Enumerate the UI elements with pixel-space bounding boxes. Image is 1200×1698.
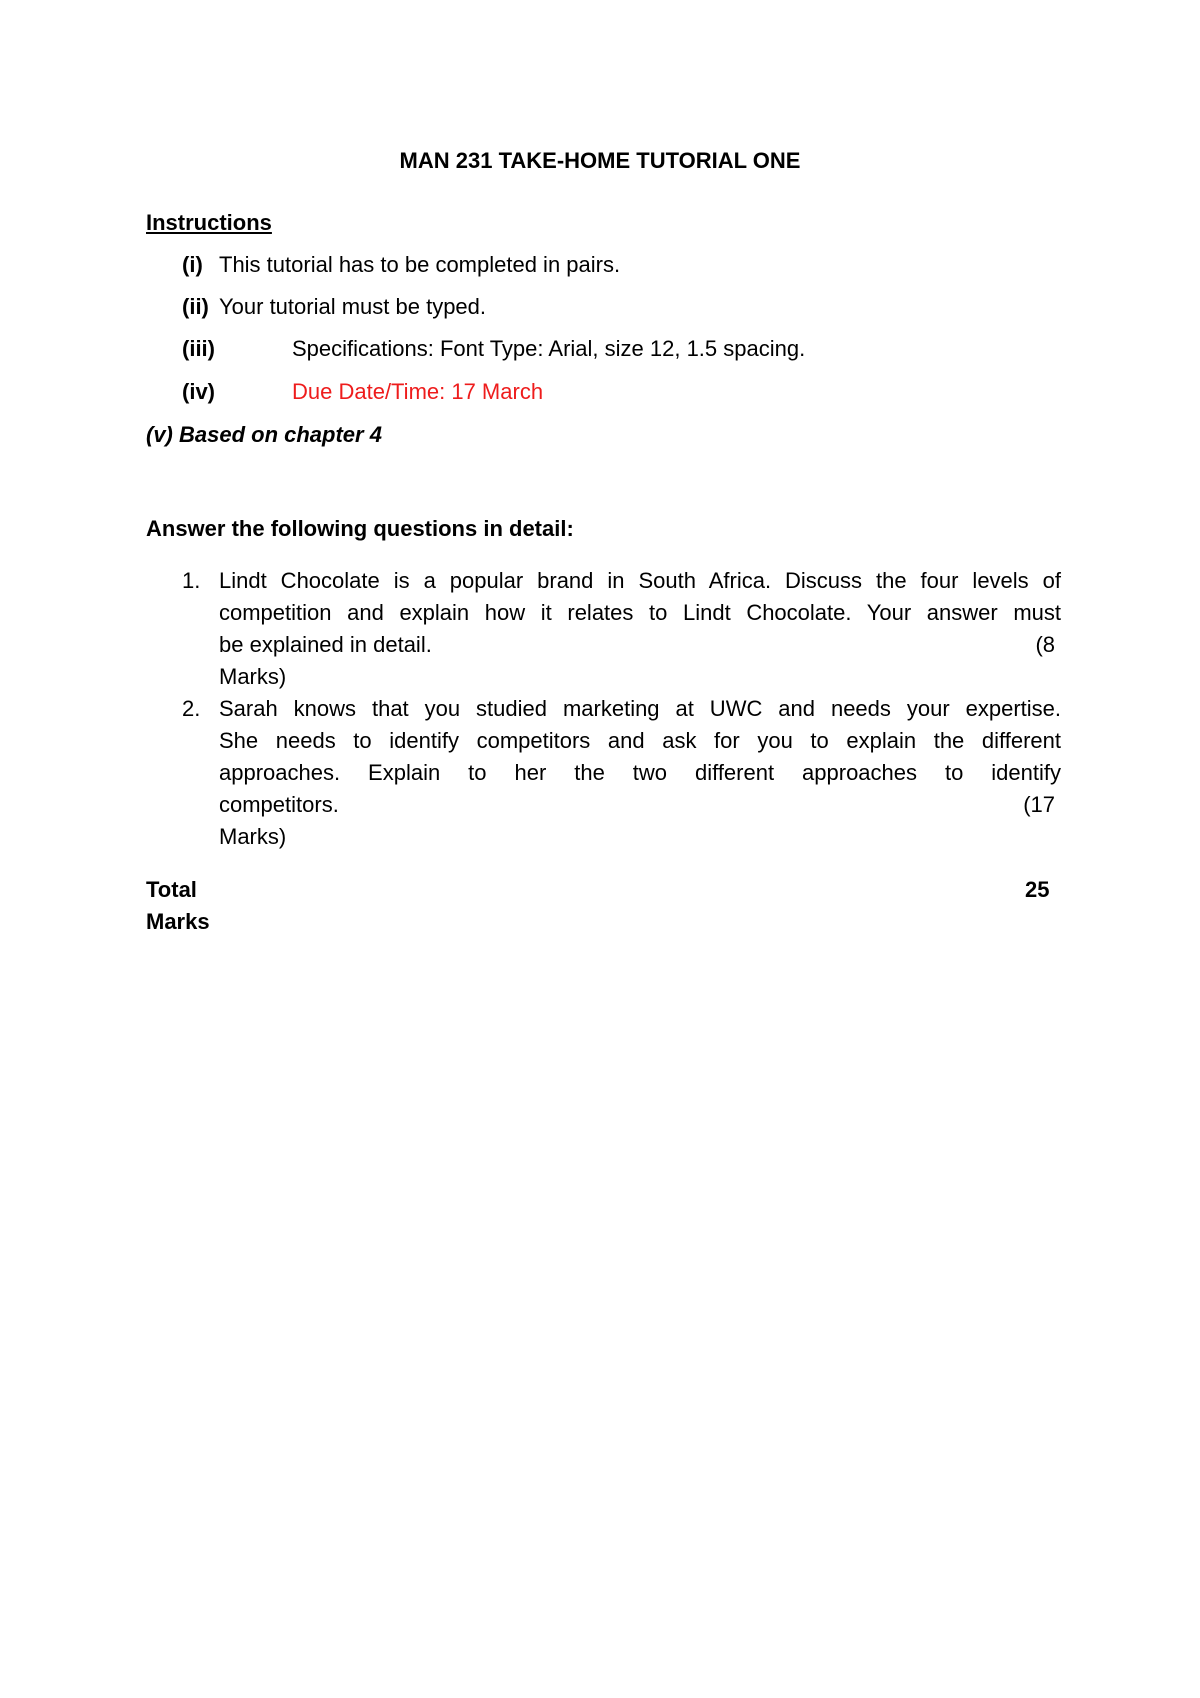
instruction-number: (iii): [182, 336, 215, 361]
total-label: Total: [146, 877, 197, 902]
instruction-item: [182, 292, 209, 322]
instruction-text: This tutorial has to be completed in pairs.: [219, 252, 621, 277]
total-value: 25: [1025, 877, 1050, 902]
question-marks-row: [219, 789, 1061, 821]
question-line: approaches. Explain to her the two different approaches to identify: [219, 760, 1061, 785]
question-line: be explained in detail.: [219, 632, 432, 657]
instruction-number: (iv): [182, 379, 215, 404]
question-2: [219, 693, 1061, 853]
question-line: She needs to identify competitors and ask for you to explain the different: [219, 728, 1061, 753]
marks-close: Marks): [219, 664, 287, 689]
marks-close: Marks): [219, 824, 287, 849]
question-line: competitors.: [219, 792, 339, 817]
question-number: 2.: [182, 696, 201, 721]
marks-open: (17: [1023, 792, 1055, 817]
question-line: Lindt Chocolate is a popular brand in South Africa. Discuss the four levels of: [219, 568, 1061, 593]
question-number: 1.: [182, 568, 201, 593]
question-line: competition and explain how it relates to Lindt Chocolate. Your answer must: [219, 600, 1061, 625]
marks-open: (8: [1035, 632, 1055, 657]
instruction-item: [182, 250, 203, 280]
chapter-note: (v) Based on chapter 4: [146, 422, 382, 447]
due-date-text: Due Date/Time: 17 March: [292, 379, 544, 404]
total-marks-label: Marks: [146, 909, 210, 934]
document-title: MAN 231 TAKE-HOME TUTORIAL ONE: [399, 148, 801, 173]
instruction-text: Your tutorial must be typed.: [219, 294, 487, 319]
question-1: [219, 565, 1061, 693]
instructions-heading: Instructions: [146, 210, 272, 235]
question-line: Sarah knows that you studied marketing at UWC and needs your expertise.: [219, 696, 1061, 721]
question-marks-row: [219, 629, 1061, 661]
instruction-item: [182, 377, 215, 407]
instruction-number: (i): [182, 252, 203, 277]
instruction-number: (ii): [182, 294, 209, 319]
instruction-text: Specifications: Font Type: Arial, size 12, 1.5 spacing.: [292, 336, 806, 361]
instruction-item: [182, 334, 215, 364]
questions-heading: Answer the following questions in detail:: [146, 516, 574, 541]
